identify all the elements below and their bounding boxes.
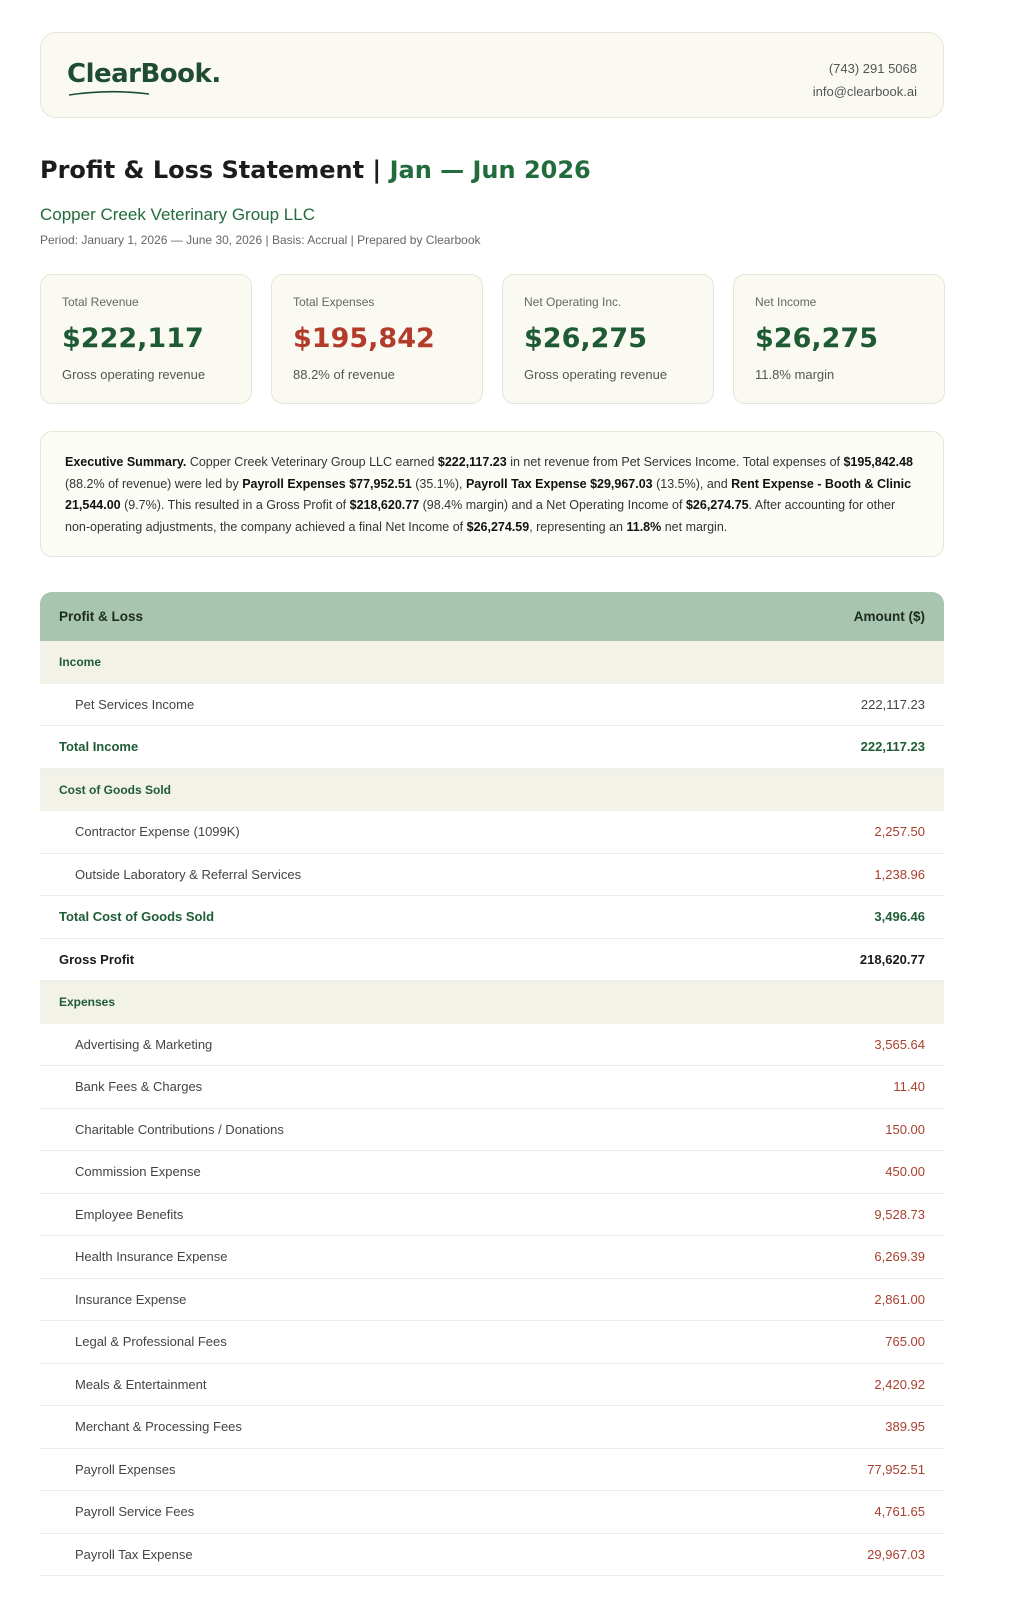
row-amount: 2,257.50 [874,824,925,840]
row-amount: 222,117.23 [860,696,925,712]
kpi-label: Total Revenue [62,295,139,309]
row-label: Employee Benefits [75,1206,184,1222]
line-item-row [40,1364,944,1407]
line-item-row [40,1534,944,1577]
row-amount: 77,952.51 [867,1461,925,1477]
row-label: Total Cost of Goods Sold [59,909,215,925]
row-label: Charitable Contributions / Donations [75,1121,284,1137]
summary-highlight: $222,117.23 [437,455,507,469]
summary-highlight: $26,274.75 [685,498,749,512]
row-label: Legal & Professional Fees [75,1334,227,1350]
section-header-row [40,981,944,1024]
kpi-value: $26,275 [524,323,647,354]
line-item-row [40,1449,944,1492]
email-address: info@clearbook.ai [812,84,917,99]
line-item-row [40,1491,944,1534]
row-amount: 450.00 [885,1164,925,1180]
row-label: Payroll Tax Expense [75,1546,193,1562]
row-label: Advertising & Marketing [75,1036,213,1052]
row-label: Payroll Service Fees [75,1504,195,1520]
summary-highlight: 11.8% [626,519,662,534]
summary-highlight: Rent Expense - Booth & Clinic 21,544.00 [65,476,912,512]
brand-header [40,32,944,118]
row-amount: 2,420.92 [874,1376,925,1392]
summary-text: in net revenue from Pet Services Income. Total expenses of [506,455,844,469]
summary-text: (98.4% margin) and a Net Operating Income of [419,498,686,512]
line-item-row [40,854,944,897]
row-label: Bank Fees & Charges [75,1079,203,1095]
kpi-value: $26,275 [755,323,878,354]
summary-text: . After accounting for other non-operating adjustments, the company achieved a final Net Income of [65,498,896,534]
row-label: Insurance Expense [75,1291,187,1307]
row-label: Gross Profit [59,951,135,967]
row-label: Payroll Expenses [75,1461,176,1477]
page-title [40,156,591,184]
row-amount: 218,620.77 [859,951,925,967]
summary-highlight: Payroll Tax Expense $29,967.03 [465,476,653,491]
line-item-row [40,1236,944,1279]
row-label: Merchant & Processing Fees [75,1419,242,1435]
summary-text: Copper Creek Veterinary Group LLC earned [186,455,438,469]
kpi-total-expenses [271,274,483,404]
line-item-row [40,684,944,727]
kpi-label: Net Operating Inc. [524,295,622,309]
kpi-subtext: Gross operating revenue [62,367,206,382]
row-label: Outside Laboratory & Referral Services [75,866,302,882]
row-amount: 3,496.46 [874,909,925,925]
row-amount: 3,565.64 [874,1036,925,1052]
kpi-label: Total Expenses [293,295,375,309]
column-header-label: Profit & Loss [59,609,144,624]
company-name: Copper Creek Veterinary Group LLC [40,205,315,224]
row-amount: 4,761.65 [874,1504,925,1520]
row-label: Income [59,655,102,670]
summary-highlight: $218,620.77 [349,498,420,512]
line-item-row [40,1151,944,1194]
row-amount: 765.00 [885,1334,925,1350]
row-amount: 11.40 [893,1079,925,1095]
row-label: Commission Expense [75,1164,201,1180]
kpi-subtext: Gross operating revenue [524,367,668,382]
kpi-net-operating-income [502,274,714,404]
line-item-row [40,1194,944,1237]
table-header [40,592,944,641]
line-item-row [40,1279,944,1322]
table-body [40,641,944,1576]
title-date-range: Jan — Jun 2026 [389,156,591,184]
summary-text: , representing an [529,519,627,534]
row-amount: 1,238.96 [874,866,925,882]
summary-highlight: Payroll Expenses $77,952.51 [242,476,412,491]
row-label: Pet Services Income [75,696,195,712]
row-label: Total Income [59,739,139,755]
pl-table [40,592,944,1576]
line-item-row [40,1406,944,1449]
row-label: Meals & Entertainment [75,1376,207,1392]
phone-number: (743) 291 5068 [828,61,917,76]
gross-profit-row [40,939,944,982]
line-item-row [40,1109,944,1152]
row-amount: 9,528.73 [874,1206,925,1222]
row-amount: 2,861.00 [874,1291,925,1307]
clearbook-logo: ClearBook. [67,59,221,89]
section-header-row [40,769,944,812]
logo-swash-icon [67,89,151,97]
summary-highlight: $26,274.59 [466,519,530,534]
line-item-row [40,1321,944,1364]
title-main: Profit & Loss Statement | [40,156,382,184]
kpi-net-income [733,274,945,404]
line-item-row [40,1066,944,1109]
kpi-subtext: 11.8% margin [755,367,835,382]
total-row [40,726,944,769]
row-label: Cost of Goods Sold [59,782,171,797]
row-label: Expenses [59,995,116,1010]
row-label: Contractor Expense (1099K) [75,824,240,840]
summary-text: (35.1%), [411,476,466,491]
summary-highlight: $195,842.48 [843,455,913,469]
section-header-row [40,641,944,684]
kpi-subtext: 88.2% of revenue [293,367,395,382]
line-item-row [40,811,944,854]
summary-text: net margin. [661,519,728,534]
summary-text: (13.5%), and [652,476,732,491]
summary-text: (9.7%). This resulted in a Gross Profit of [120,498,350,512]
line-item-row [40,1024,944,1067]
summary-text: (88.2% of revenue) were led by [65,476,243,491]
kpi-total-revenue [40,274,252,404]
kpi-value: $195,842 [293,323,435,354]
row-amount: 29,967.03 [867,1546,925,1562]
kpi-value: $222,117 [62,323,204,354]
executive-summary [40,431,944,557]
row-amount: 6,269.39 [874,1249,925,1265]
column-header-amount: Amount ($) [853,609,925,624]
row-label: Health Insurance Expense [75,1249,228,1265]
row-amount: 150.00 [885,1121,925,1137]
summary-highlight: Executive Summary. [65,455,187,469]
row-amount: 222,117.23 [860,739,925,755]
contact-info [813,57,917,103]
total-row [40,896,944,939]
report-period: Period: January 1, 2026 — June 30, 2026 | Basis: Accrual | Prepared by Clearbook [40,233,481,247]
row-amount: 389.95 [885,1419,925,1435]
kpi-label: Net Income [755,295,817,309]
